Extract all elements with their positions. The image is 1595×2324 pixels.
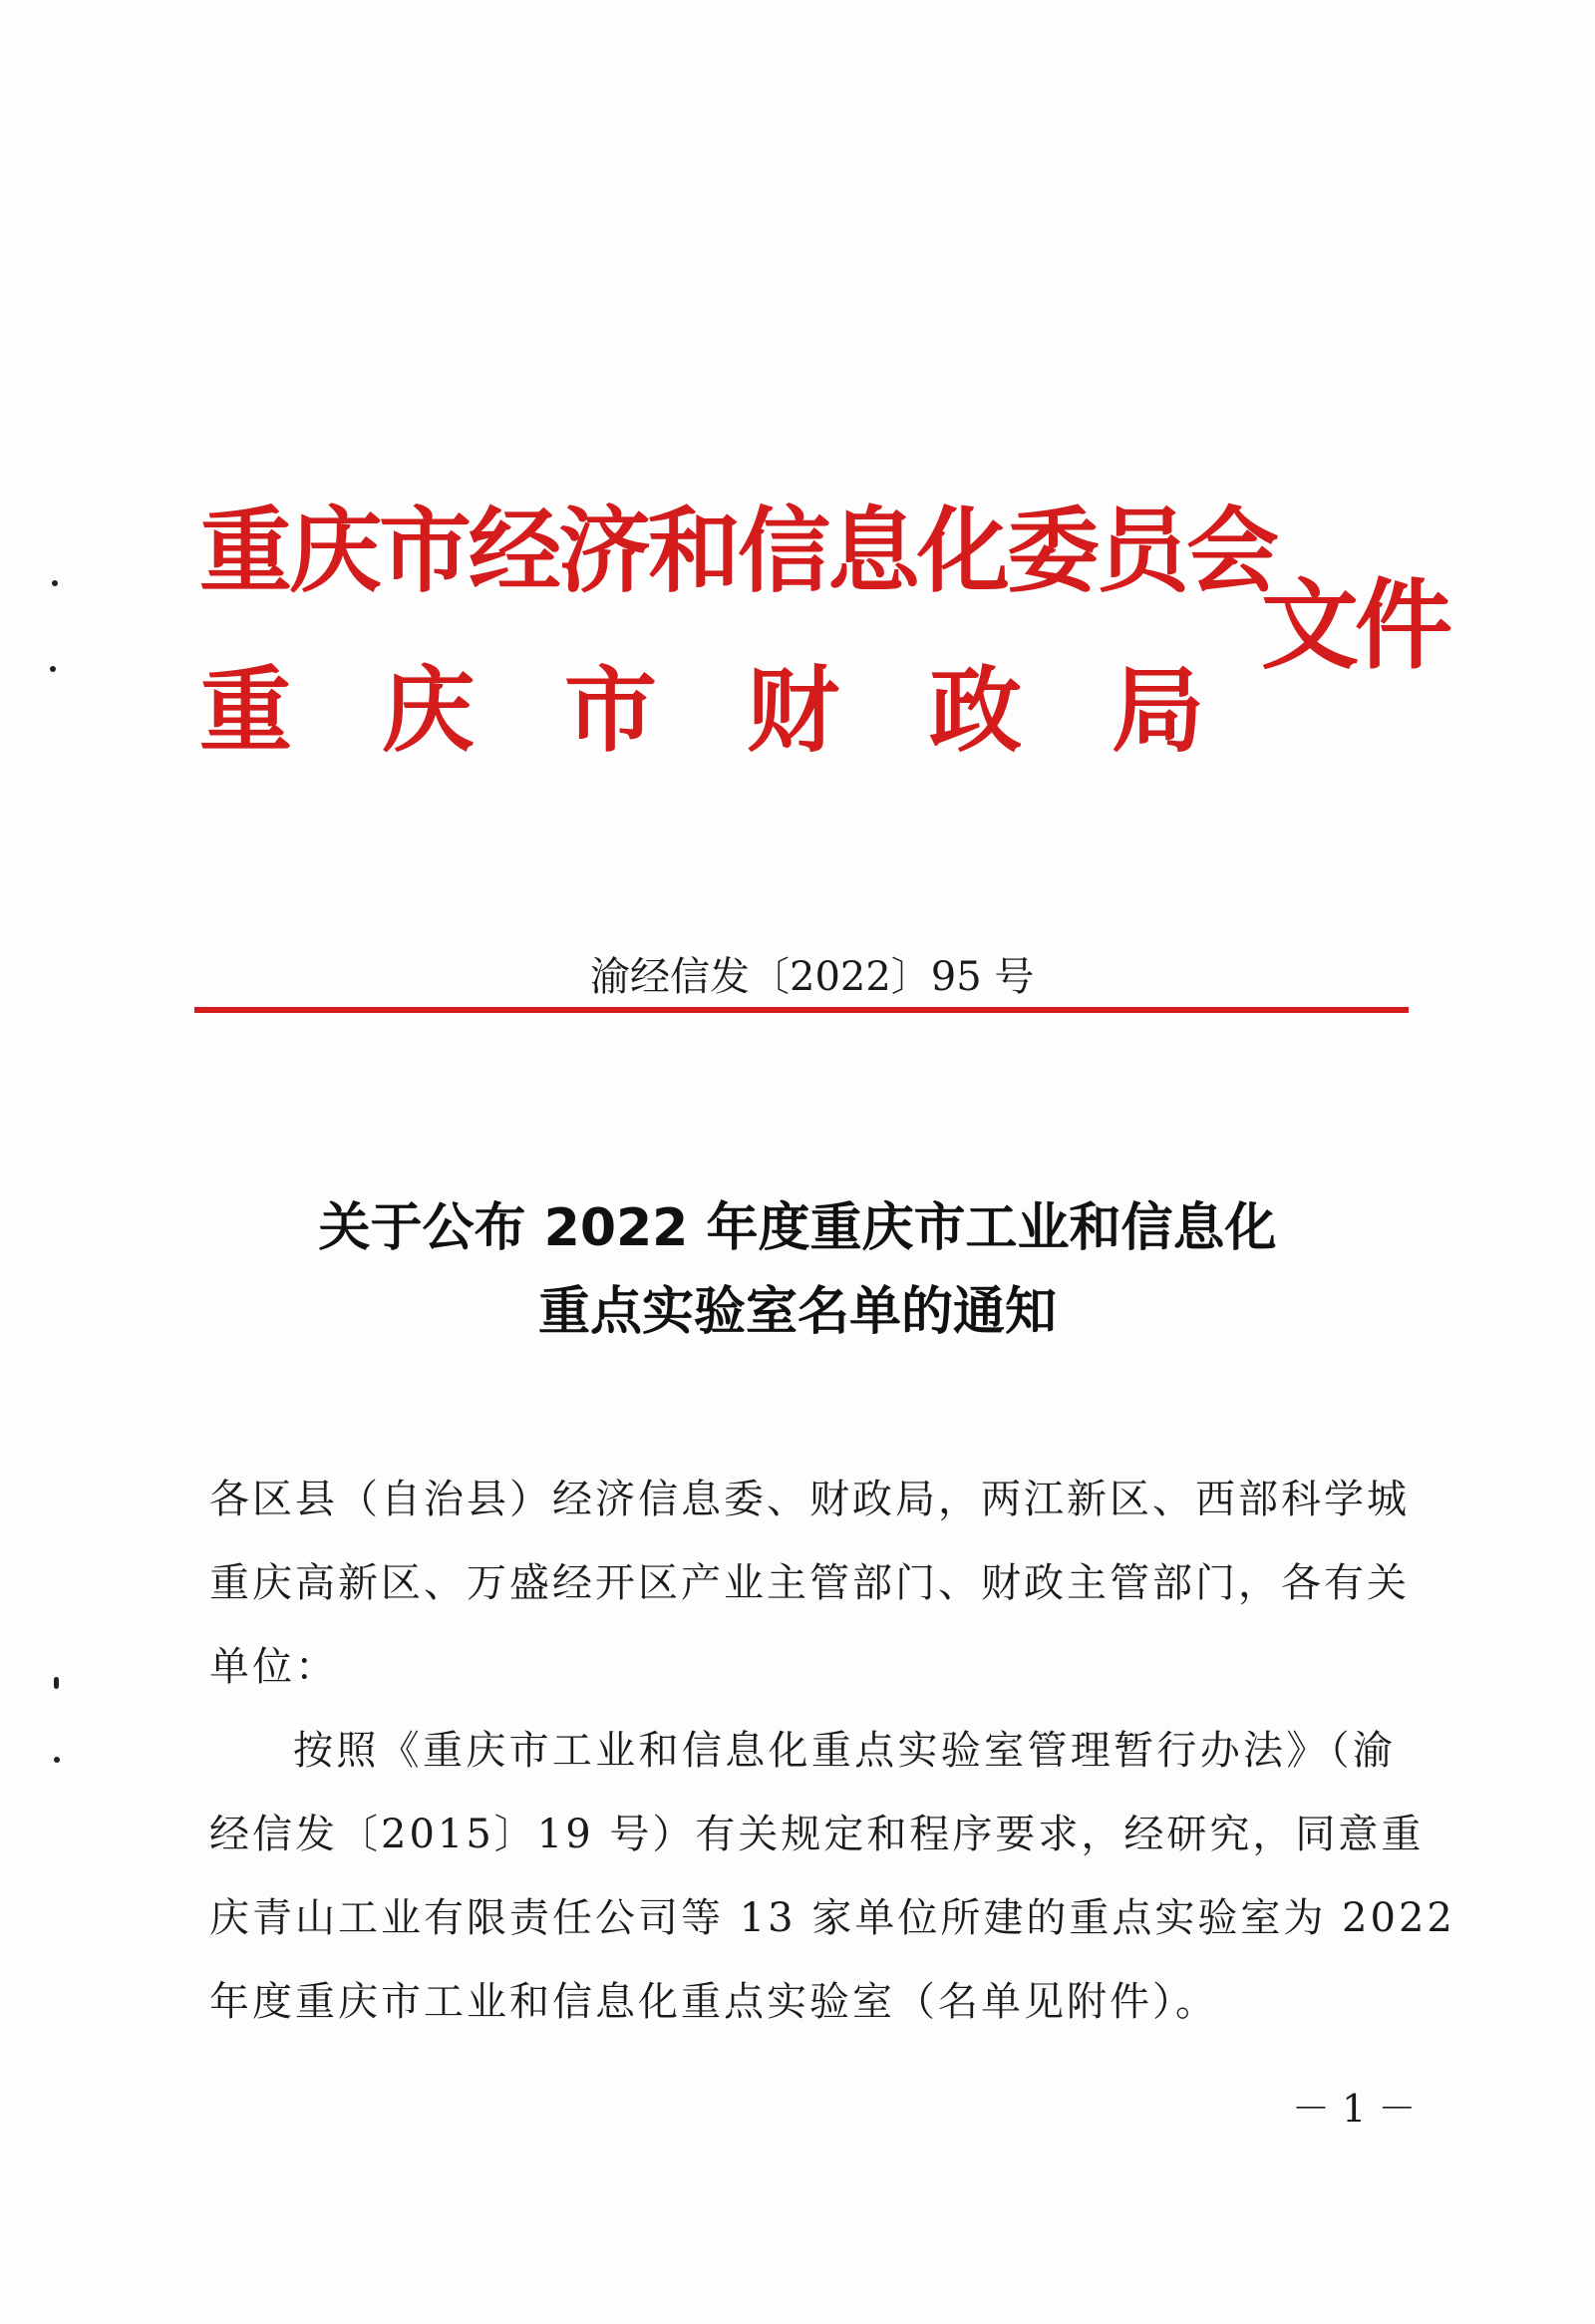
paragraph-line-1: 按照《重庆市工业和信息化重点实验室管理暂行办法》（渝 (293, 1728, 1396, 1774)
paragraph-line-4: 年度重庆市工业和信息化重点实验室（名单见附件）。 (209, 1979, 1218, 2025)
document-number: 渝经信发〔2022〕95 号 (590, 954, 1035, 1000)
issuing-agency-1: 重庆市经济和信息化委员会 (199, 498, 1276, 605)
recipients-line-1: 各区县（自治县）经济信息委、财政局，两江新区、西部科学城 (209, 1477, 1410, 1522)
notice-title (199, 1186, 1396, 1354)
body-paragraph (209, 1709, 1455, 2044)
recipients-block (209, 1458, 1410, 1709)
binding-mark (54, 1677, 59, 1689)
red-divider-line (194, 1007, 1409, 1013)
recipients-line-2: 重庆高新区、万盛经开区产业主管部门、财政主管部门，各有关 (209, 1560, 1410, 1606)
binding-mark (54, 1757, 60, 1763)
binding-mark (50, 666, 56, 672)
title-line-2: 重点实验室名单的通知 (537, 1282, 1057, 1342)
document-type-label: 文件 (1261, 569, 1449, 683)
title-line-1: 关于公布 2022 年度重庆市工业和信息化 (318, 1198, 1277, 1258)
paragraph-line-3: 庆青山工业有限责任公司等 13 家单位所建的重点实验室为 2022 (209, 1895, 1455, 1941)
binding-mark (52, 580, 58, 586)
page-number: － 1 － (1292, 2087, 1417, 2131)
paragraph-line-2: 经信发〔2015〕19 号）有关规定和程序要求，经研究，同意重 (209, 1812, 1425, 1857)
issuing-agency-2: 重庆市财政局 (199, 657, 1294, 765)
recipients-line-3: 单位： (209, 1644, 338, 1690)
letterhead (199, 477, 1449, 796)
